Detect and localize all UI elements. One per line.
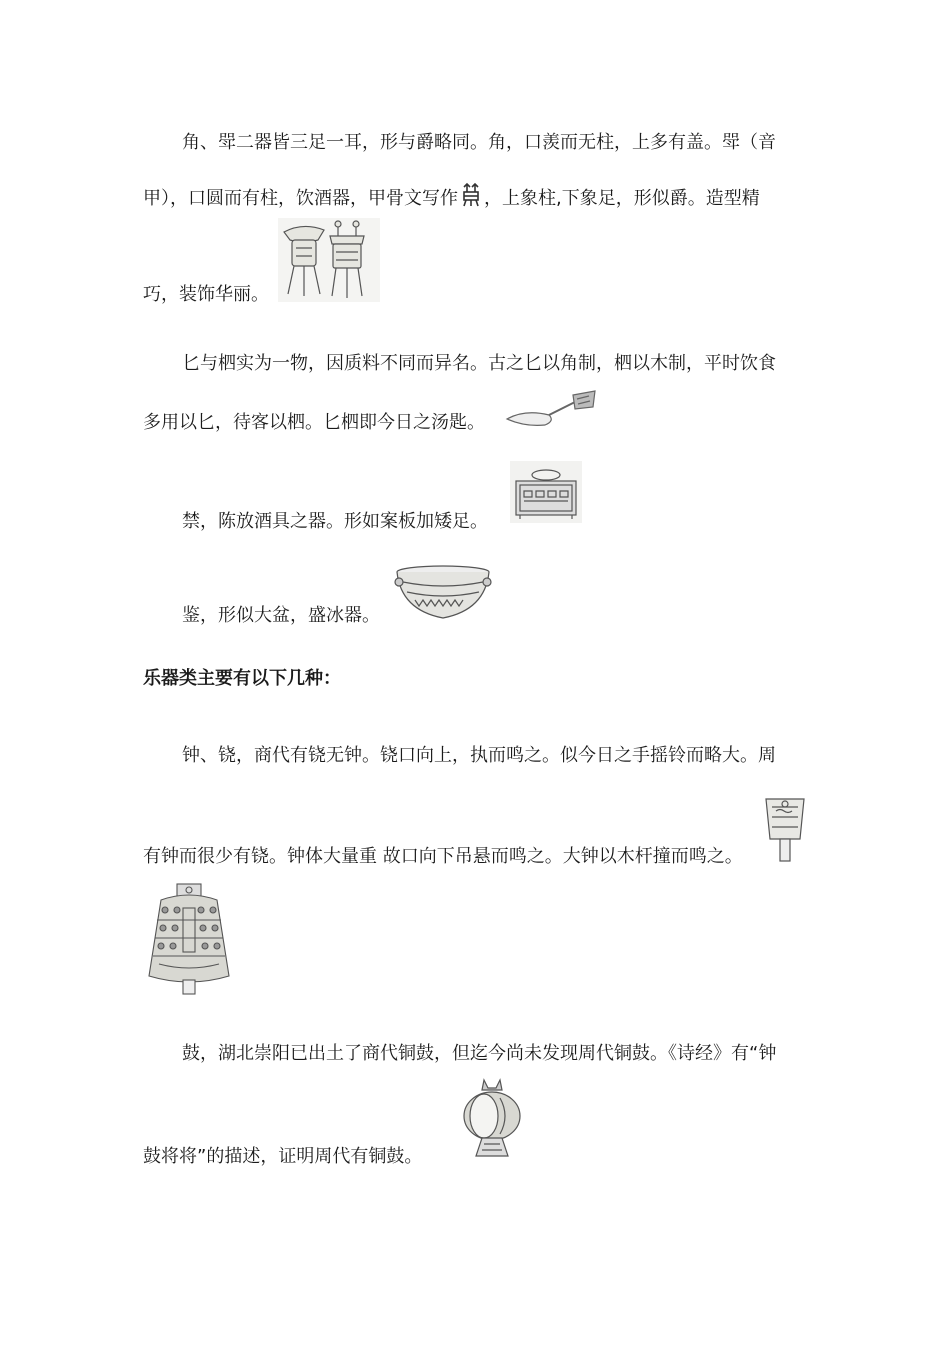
jue-jia-vessels-image: [278, 218, 380, 302]
para4-line1: 鉴，形似大盆，盛冰器。: [182, 605, 380, 626]
para1-line2-text-b: ，上象柱,下象足，形似爵。造型精: [484, 188, 760, 209]
jian-basin-image: [393, 560, 493, 624]
para3-line1: 禁，陈放酒具之器。形如案板加矮足。: [182, 511, 488, 532]
zhong-bell-image: [143, 880, 235, 996]
para6-line1: 鼓，湖北崇阳已出土了商代铜鼓，但迄今尚未发现周代铜鼓。《诗经》有“钟: [182, 1043, 777, 1064]
para1-line1: 角、斝二器皆三足一耳，形与爵略同。角，口羡而无柱，上多有盖。斝（音: [182, 132, 776, 153]
para1-line2-text-a: 甲），口圆而有柱，饮酒器，甲骨文写作: [143, 188, 458, 209]
oracle-bone-glyph-icon: [461, 182, 481, 208]
jin-stand-image: [510, 461, 582, 523]
para5-line1: 钟、铙，商代有铙无钟。铙口向上，执而鸣之。似今日之手摇铃而略大。周: [182, 745, 776, 766]
para1-line3: 巧，装饰华丽。: [143, 284, 269, 305]
para6-line2: 鼓将将”的描述，证明周代有铜鼓。: [143, 1146, 423, 1167]
para5-line2: 有钟而很少有铙。钟体大量重 故口向下吊悬而鸣之。大钟以木杆撞而鸣之。: [143, 846, 743, 867]
bronze-drum-image: [458, 1076, 526, 1160]
para2-line2: 多用以匕，待客以柶。匕柶即今日之汤匙。: [143, 412, 485, 433]
section-heading: 乐器类主要有以下几种：: [143, 668, 341, 689]
nao-bell-image: [762, 795, 808, 863]
para1-line2: [143, 182, 760, 211]
bi-si-spoon-image: [505, 389, 599, 429]
para2-line1: 匕与柶实为一物，因质料不同而异名。古之匕以角制，柶以木制，平时饮食: [182, 353, 776, 374]
